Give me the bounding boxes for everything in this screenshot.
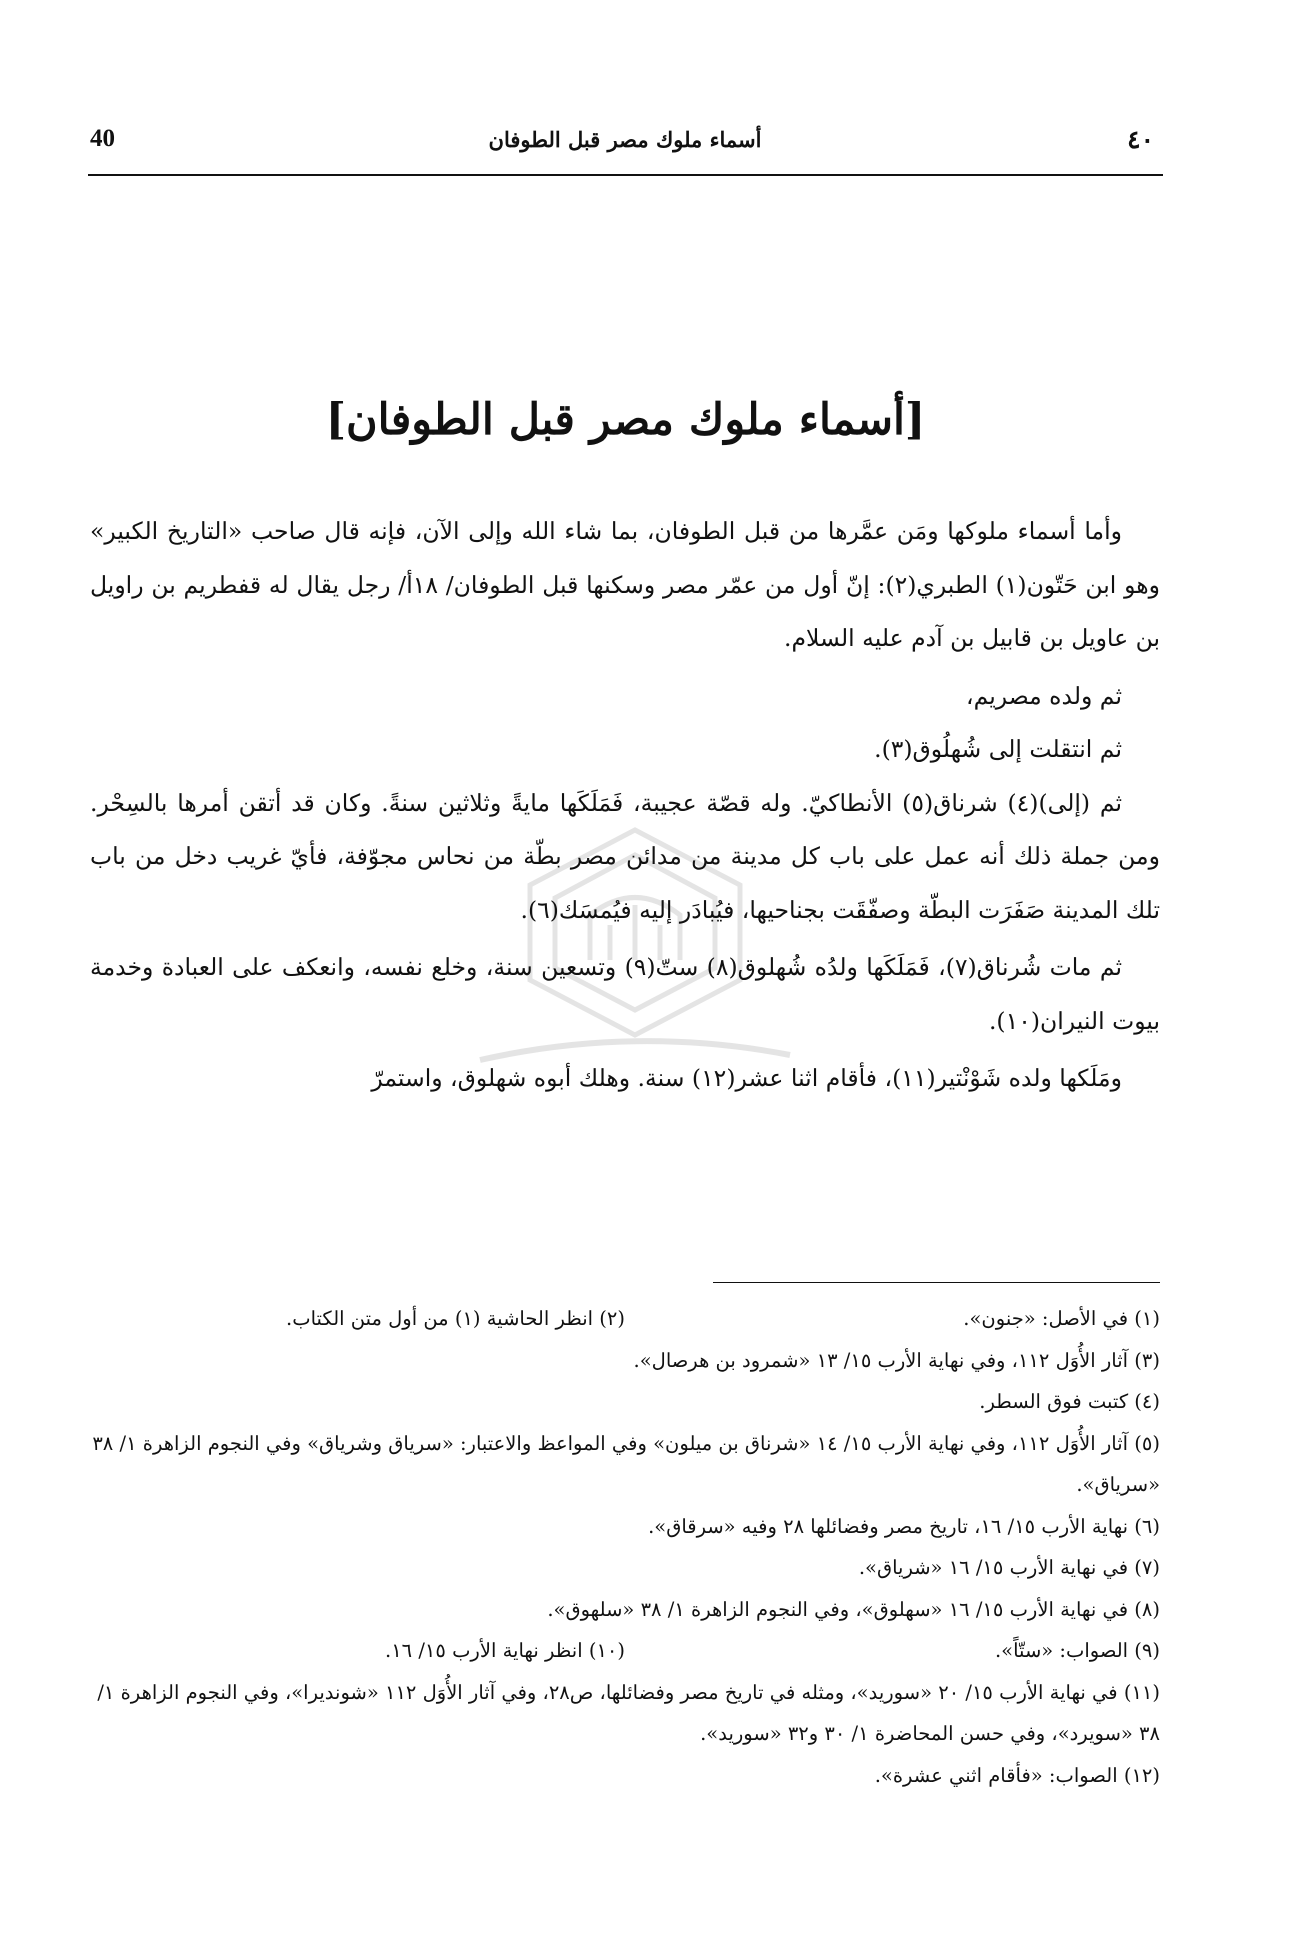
footnote-separator [713, 1282, 1160, 1283]
footnote: (١٠) انظر نهاية الأرب ١٥/ ١٦. [384, 1639, 625, 1662]
paragraph: ثم انتقلت إلى شُهلُوق(٣). [874, 735, 1122, 763]
footnote: (١) في الأصل: «جنون». [963, 1307, 1160, 1330]
chapter-title: [أسماء ملوك مصر قبل الطوفان] [325, 395, 926, 445]
footnote: (٤) كتبت فوق السطر. [979, 1390, 1160, 1413]
footnote: (٦) نهاية الأرب ١٥/ ١٦، تاريخ مصر وفضائلها ٢٨ وفيه «سرقاق». [648, 1514, 1160, 1538]
footnote: (٩) الصواب: «ستّاً». [994, 1639, 1160, 1662]
footnote: (١٢) الصواب: «فأقام اثني عشرة». [874, 1763, 1160, 1787]
page-header [90, 125, 1160, 175]
paragraph: وأما أسماء ملوكها ومَن عمَّرها من قبل الطوفان، بما شاء الله وإلى الآن، فإنه قال صاحب «التاريخ الكبير» وهو ابن حَتّون(١) الطبري(٢): إنّ أول من عمّر مصر وسكنها قبل الطوفان/ ١٨أ/ رجل يقال له قفطريم بن راويل بن عاويل بن قابيل بن آدم عليه السلام. [90, 517, 1160, 652]
footnote: (٧) في نهاية الأرب ١٥/ ١٦ «شرياق». [858, 1556, 1160, 1579]
footnote-row [90, 1298, 1160, 1340]
main-text [90, 505, 1160, 1106]
footnote-row [90, 1630, 1160, 1672]
paragraph: ثم مات شُرناق(٧)، فَمَلَكَها ولدُه شُهلوق(٨) ستّ(٩) وتسعين سنة، وخلع نفسه، وانعكف على العبادة وخدمة بيوت النيران(١٠). [90, 953, 1160, 1035]
page-number-latin: 40 [90, 125, 115, 152]
running-title: أسماء ملوك مصر قبل الطوفان [488, 127, 762, 152]
paragraph: ومَلَكها ولده شَوْنْتير(١١)، فأقام اثنا عشر(١٢) سنة. وهلك أبوه شهلوق، واستمرّ [371, 1064, 1122, 1092]
footnote: (١١) في نهاية الأرب ١٥/ ٢٠ «سوريد»، ومثله في تاريخ مصر وفضائلها، ص٢٨، وفي آثار الأُوَل ١١٢ «شونديرا»، وفي النجوم الزاهرة ١/ ٣٨ «سويرد»، وفي حسن المحاضرة ١/ ٣٠ و٣٢ «سوريد». [97, 1680, 1160, 1745]
footnote: (٨) في نهاية الأرب ١٥/ ١٦ «سهلوق»، وفي النجوم الزاهرة ١/ ٣٨ «سلهوق». [547, 1597, 1160, 1621]
footnotes [90, 1298, 1160, 1796]
footnote: (٣) آثار الأُوَل ١١٢، وفي نهاية الأرب ١٥/ ١٣ «شمرود بن هرصال». [633, 1348, 1160, 1372]
paragraph: ثم (إلى)(٤) شرناق(٥) الأنطاكيّ. وله قصّة عجيبة، فَمَلَكَها مايةً وثلاثين سنةً. وكان قد أتقن أمرها بالسِحْر. ومن جملة ذلك أنه عمل على باب كل مدينة من مدائن مصر بطّة من نحاس مجوّفة، فأيّ غريب دخل من باب تلك المدينة صَفَرَت البطّة وصفّقَت بجناحيها، فيُبادَر إليه فيُمسَك(٦). [90, 788, 1160, 924]
header-rule [88, 174, 1163, 176]
footnote: (٢) انظر الحاشية (١) من أول متن الكتاب. [286, 1307, 625, 1330]
page-number-arabic: ٤٠ [1127, 125, 1154, 154]
paragraph: ثم ولده مصريم، [966, 681, 1122, 710]
footnote: (٥) آثار الأُوَل ١١٢، وفي نهاية الأرب ١٥/ ١٤ «شرناق بن ميلون» وفي المواعظ والاعتبار: «سرياق وشرياق» وفي النجوم الزاهرة ١/ ٣٨ «سرياق». [92, 1431, 1160, 1496]
